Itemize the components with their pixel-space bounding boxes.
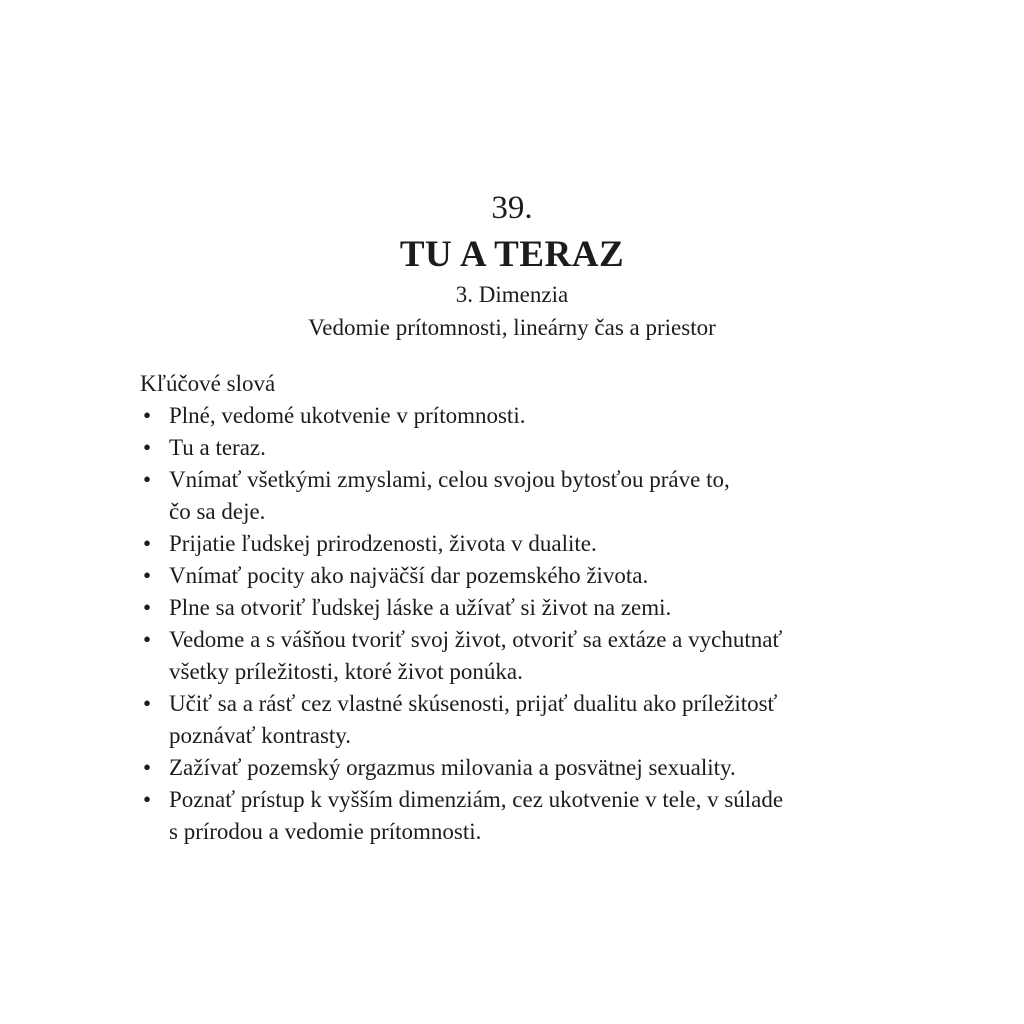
- keyword-item-text: Prijatie ľudskej prirodzenosti, života v dualite.: [169, 531, 597, 556]
- keyword-item: [140, 400, 900, 432]
- bullet-icon: •: [143, 691, 152, 716]
- bullet-icon: •: [143, 531, 152, 556]
- bullet-icon: •: [143, 595, 152, 620]
- bullet-icon: •: [143, 563, 152, 588]
- bullet-icon: •: [143, 467, 152, 492]
- card-number: 39.: [491, 190, 533, 226]
- keyword-item: [140, 464, 900, 528]
- keyword-item-text: Plné, vedomé ukotvenie v prítomnosti.: [169, 403, 526, 428]
- card-header: [0, 180, 1024, 344]
- bullet-icon: •: [143, 435, 152, 460]
- bullet-icon: •: [143, 627, 152, 652]
- dimension-description: Vedomie prítomnosti, lineárny čas a priestor: [308, 315, 716, 340]
- bullet-icon: •: [143, 787, 152, 812]
- keyword-item: [140, 592, 900, 624]
- keyword-item-text: Zažívať pozemský orgazmus milovania a posvätnej sexuality.: [169, 755, 736, 780]
- keyword-item-text: Vnímať pocity ako najväčší dar pozemského života.: [169, 563, 649, 588]
- dimension-label: 3. Dimenzia: [455, 282, 569, 307]
- keyword-item-text: všetky príležitosti, ktoré život ponúka.: [169, 659, 523, 684]
- keyword-item: [140, 560, 900, 592]
- keywords-heading: Kľúčové slová: [140, 371, 276, 396]
- keyword-item-text: poznávať kontrasty.: [169, 723, 352, 748]
- keyword-item: [140, 784, 900, 848]
- keyword-item-text: Vnímať všetkými zmyslami, celou svojou bytosťou práve to,: [169, 467, 730, 492]
- bullet-icon: •: [143, 403, 152, 428]
- keyword-item: [140, 688, 900, 752]
- keyword-item-text: Vedome a s vášňou tvoriť svoj život, otvoriť sa extáze a vychutnať: [169, 627, 783, 652]
- keyword-item-text: Učiť sa a rásť cez vlastné skúsenosti, prijať dualitu ako príležitosť: [169, 691, 778, 716]
- keyword-item: [140, 528, 900, 560]
- keyword-item-text: s prírodou a vedomie prítomnosti.: [169, 819, 482, 844]
- keyword-item-text: Plne sa otvoriť ľudskej láske a užívať si život na zemi.: [169, 595, 672, 620]
- keyword-item: [140, 624, 900, 688]
- keyword-item: [140, 432, 900, 464]
- keyword-item-text: Poznať prístup k vyšším dimenziám, cez ukotvenie v tele, v súlade: [169, 787, 784, 812]
- card-title: TU A TERAZ: [399, 234, 625, 275]
- keyword-item-text: čo sa deje.: [169, 499, 266, 524]
- keyword-item-text: Tu a teraz.: [169, 435, 266, 460]
- keyword-item: [140, 752, 900, 784]
- keywords-section: [140, 368, 900, 848]
- bullet-icon: •: [143, 755, 152, 780]
- keywords-list: [140, 400, 900, 848]
